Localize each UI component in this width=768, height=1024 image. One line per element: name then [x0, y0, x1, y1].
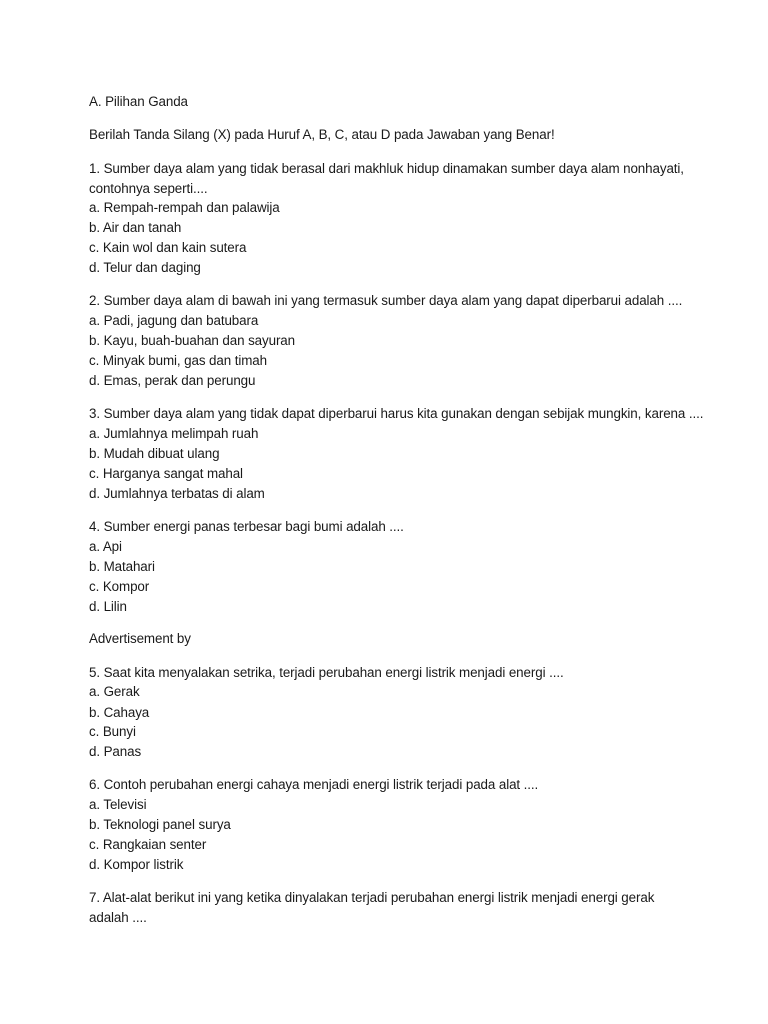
- question-5-option-b: b. Cahaya: [89, 705, 150, 720]
- question-6-stem: 6. Contoh perubahan energi cahaya menjadi energi listrik terjadi pada alat ....: [89, 777, 539, 792]
- question-5-stem: 5. Saat kita menyalakan setrika, terjadi perubahan energi listrik menjadi energi ....: [89, 665, 564, 680]
- question-1-stem: 1. Sumber daya alam yang tidak berasal dari makhluk hidup dinamakan sumber daya alam nonhayati,: [89, 161, 684, 176]
- advertisement-label: Advertisement by: [89, 631, 191, 646]
- question-1-stem-cont: contohnya seperti....: [89, 181, 208, 196]
- question-1-option-c: c. Kain wol dan kain sutera: [89, 240, 247, 255]
- question-6-option-d: d. Kompor listrik: [89, 857, 184, 872]
- question-7-stem: 7. Alat-alat berikut ini yang ketika dinyalakan terjadi perubahan energi listrik menjadi energi gerak: [89, 890, 655, 905]
- question-5-option-c: c. Bunyi: [89, 724, 136, 739]
- question-5-option-a: a. Gerak: [89, 684, 140, 699]
- question-2-option-c: c. Minyak bumi, gas dan timah: [89, 353, 267, 368]
- section-title: A. Pilihan Ganda: [89, 94, 188, 109]
- question-3-option-d: d. Jumlahnya terbatas di alam: [89, 486, 265, 501]
- question-1-option-a: a. Rempah-rempah dan palawija: [89, 200, 280, 215]
- question-2-stem: 2. Sumber daya alam di bawah ini yang termasuk sumber daya alam yang dapat diperbarui adalah ....: [89, 293, 683, 308]
- question-6-option-b: b. Teknologi panel surya: [89, 817, 231, 832]
- question-1-option-b: b. Air dan tanah: [89, 220, 182, 235]
- question-4-option-d: d. Lilin: [89, 599, 127, 614]
- question-5-option-d: d. Panas: [89, 744, 142, 759]
- question-4-option-b: b. Matahari: [89, 559, 155, 574]
- question-2-option-b: b. Kayu, buah-buahan dan sayuran: [89, 333, 296, 348]
- question-3-stem: 3. Sumber daya alam yang tidak dapat diperbarui harus kita gunakan dengan sebijak mungkin, karena ....: [89, 406, 704, 421]
- question-6-option-a: a. Televisi: [89, 797, 147, 812]
- question-4-option-c: c. Kompor: [89, 579, 150, 594]
- question-3-option-a: a. Jumlahnya melimpah ruah: [89, 426, 259, 441]
- question-2-option-a: a. Padi, jagung dan batubara: [89, 313, 259, 328]
- question-2-option-d: d. Emas, perak dan perungu: [89, 373, 256, 388]
- question-6-option-c: c. Rangkaian senter: [89, 837, 207, 852]
- question-7-stem-cont: adalah ....: [89, 910, 147, 925]
- question-4-stem: 4. Sumber energi panas terbesar bagi bumi adalah ....: [89, 519, 404, 534]
- question-4-option-a: a. Api: [89, 539, 122, 554]
- question-3-option-c: c. Harganya sangat mahal: [89, 466, 243, 481]
- instruction-text: Berilah Tanda Silang (X) pada Huruf A, B, C, atau D pada Jawaban yang Benar!: [89, 127, 555, 142]
- question-1-option-d: d. Telur dan daging: [89, 260, 201, 275]
- question-3-option-b: b. Mudah dibuat ulang: [89, 446, 220, 461]
